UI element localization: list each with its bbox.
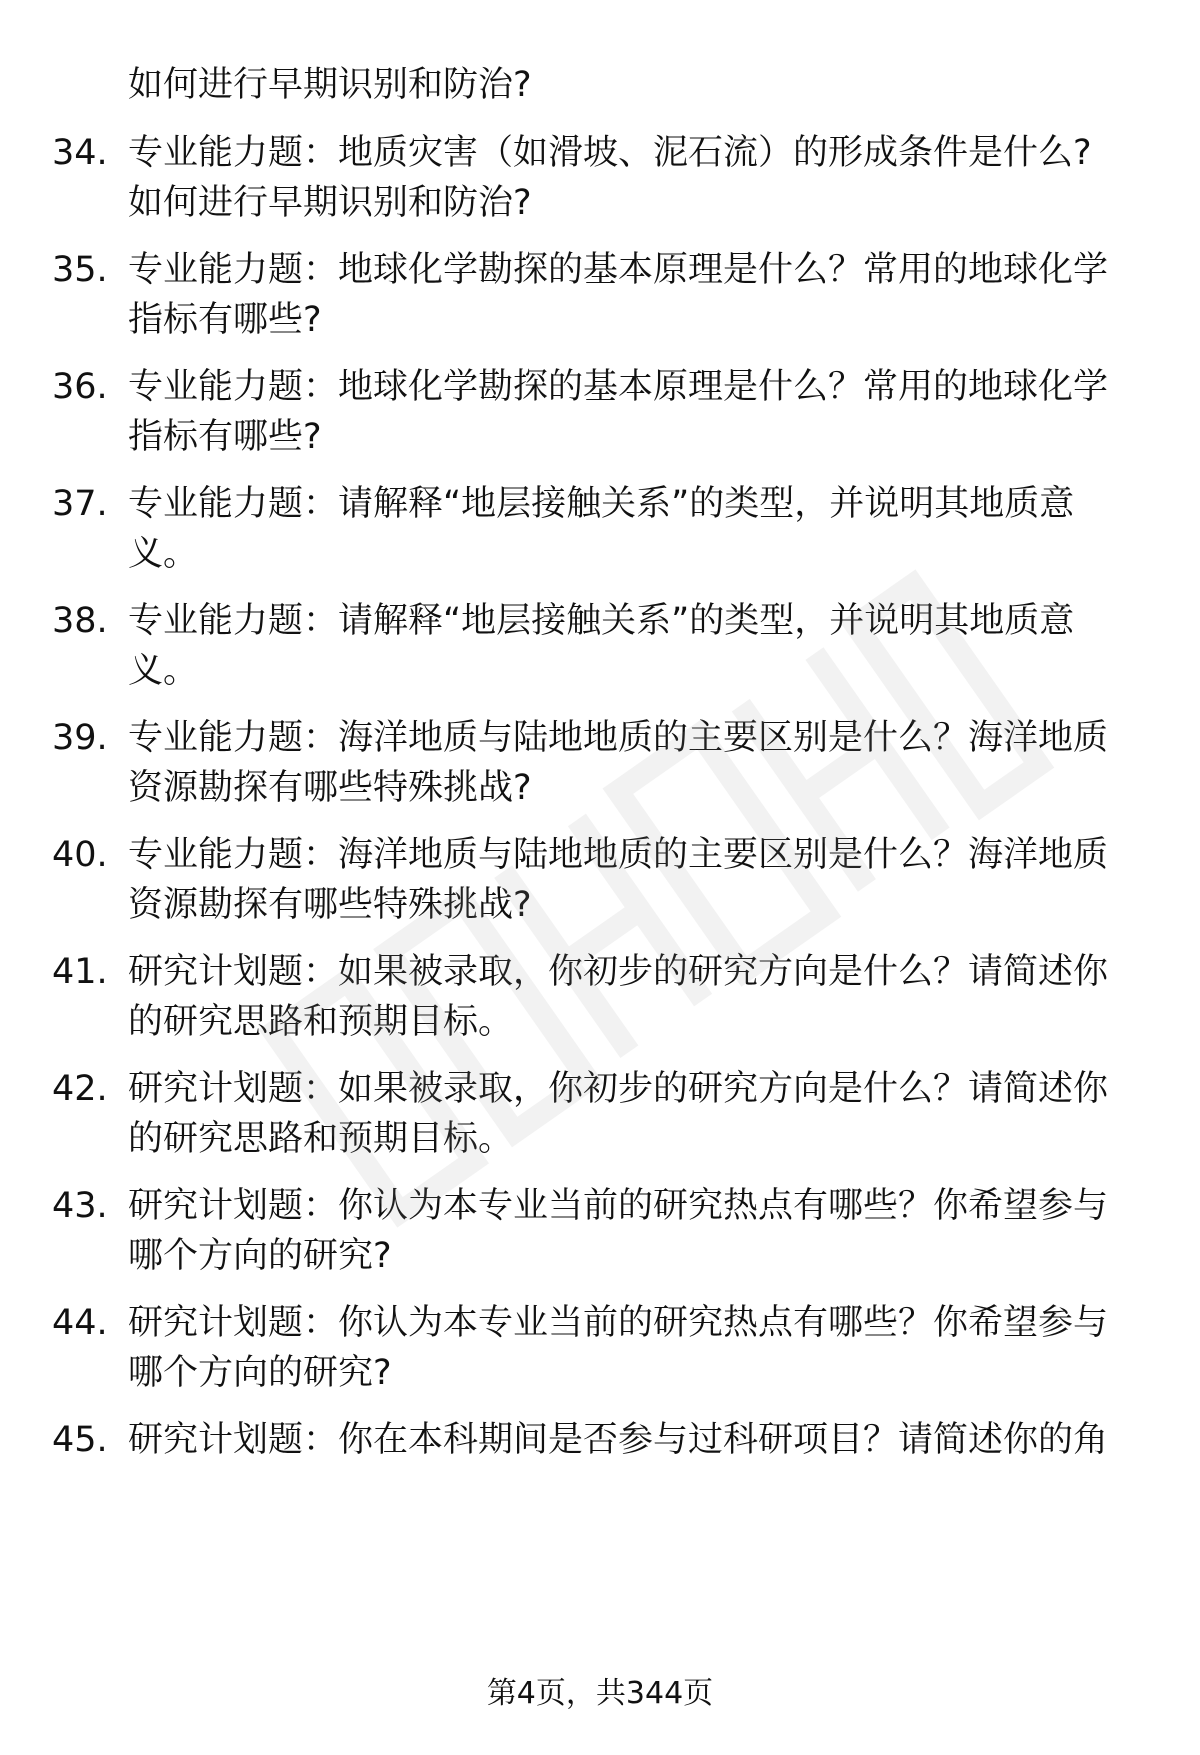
item-number: 37.: [52, 484, 108, 524]
item-text: [128, 947, 1138, 1047]
item-line: 专业能力题：海洋地质与陆地地质的主要区别是什么？海洋地质: [128, 835, 1109, 875]
item-text: [128, 362, 1138, 462]
item-number: 45.: [52, 1420, 108, 1460]
item-text: [128, 596, 1138, 696]
item-number: 34.: [52, 133, 108, 173]
continuation-line: 如何进行早期识别和防治?: [128, 65, 532, 105]
item-number: 41.: [52, 952, 108, 992]
item-text: [128, 830, 1138, 930]
item-line: 专业能力题：海洋地质与陆地地质的主要区别是什么？海洋地质: [128, 718, 1109, 758]
item-line: 专业能力题：地球化学勘探的基本原理是什么？常用的地球化学: [128, 367, 1109, 407]
item-line: 专业能力题：地球化学勘探的基本原理是什么？常用的地球化学: [128, 250, 1109, 290]
item-number: 42.: [52, 1069, 108, 1109]
item-line: 专业能力题：地质灾害（如滑坡、泥石流）的形成条件是什么?: [128, 133, 1092, 173]
item-line: 研究计划题：如果被录取，你初步的研究方向是什么？请简述你: [128, 1069, 1109, 1109]
item-line: 资源勘探有哪些特殊挑战?: [128, 768, 532, 808]
item-line: 义。: [128, 534, 199, 574]
item-line: 的研究思路和预期目标。: [128, 1002, 514, 1042]
item-text: [128, 713, 1138, 813]
item-line: 研究计划题：你在本科期间是否参与过科研项目？请简述你的角: [128, 1420, 1109, 1460]
item-number: 35.: [52, 250, 108, 290]
item-text: [128, 1298, 1138, 1398]
item-number: 36.: [52, 367, 108, 407]
item-number: 43.: [52, 1186, 108, 1226]
item-line: 研究计划题：如果被录取，你初步的研究方向是什么？请简述你: [128, 952, 1109, 992]
item-line: 哪个方向的研究?: [128, 1353, 392, 1393]
item-text: [128, 245, 1138, 345]
item-line: 指标有哪些?: [128, 300, 322, 340]
item-text: [128, 1415, 1138, 1465]
item-number: 40.: [52, 835, 108, 875]
item-line: 的研究思路和预期目标。: [128, 1119, 514, 1159]
item-line: 专业能力题：请解释“地层接触关系”的类型，并说明其地质意: [128, 484, 1075, 524]
page-footer: 第4页，共344页: [486, 1676, 714, 1711]
item-number: 39.: [52, 718, 108, 758]
item-number: 38.: [52, 601, 108, 641]
item-line: 指标有哪些?: [128, 417, 322, 457]
item-text: [128, 479, 1138, 579]
item-line: 专业能力题：请解释“地层接触关系”的类型，并说明其地质意: [128, 601, 1075, 641]
item-line: 哪个方向的研究?: [128, 1236, 392, 1276]
item-text: [128, 128, 1138, 228]
item-line: 研究计划题：你认为本专业当前的研究热点有哪些？你希望参与: [128, 1303, 1109, 1343]
item-text: [128, 1064, 1138, 1164]
item-line: 资源勘探有哪些特殊挑战?: [128, 885, 532, 925]
item-line: 如何进行早期识别和防治?: [128, 183, 532, 223]
item-line: 义。: [128, 651, 199, 691]
item-number: 44.: [52, 1303, 108, 1343]
item-text: [128, 1181, 1138, 1281]
item-line: 研究计划题：你认为本专业当前的研究热点有哪些？你希望参与: [128, 1186, 1109, 1226]
